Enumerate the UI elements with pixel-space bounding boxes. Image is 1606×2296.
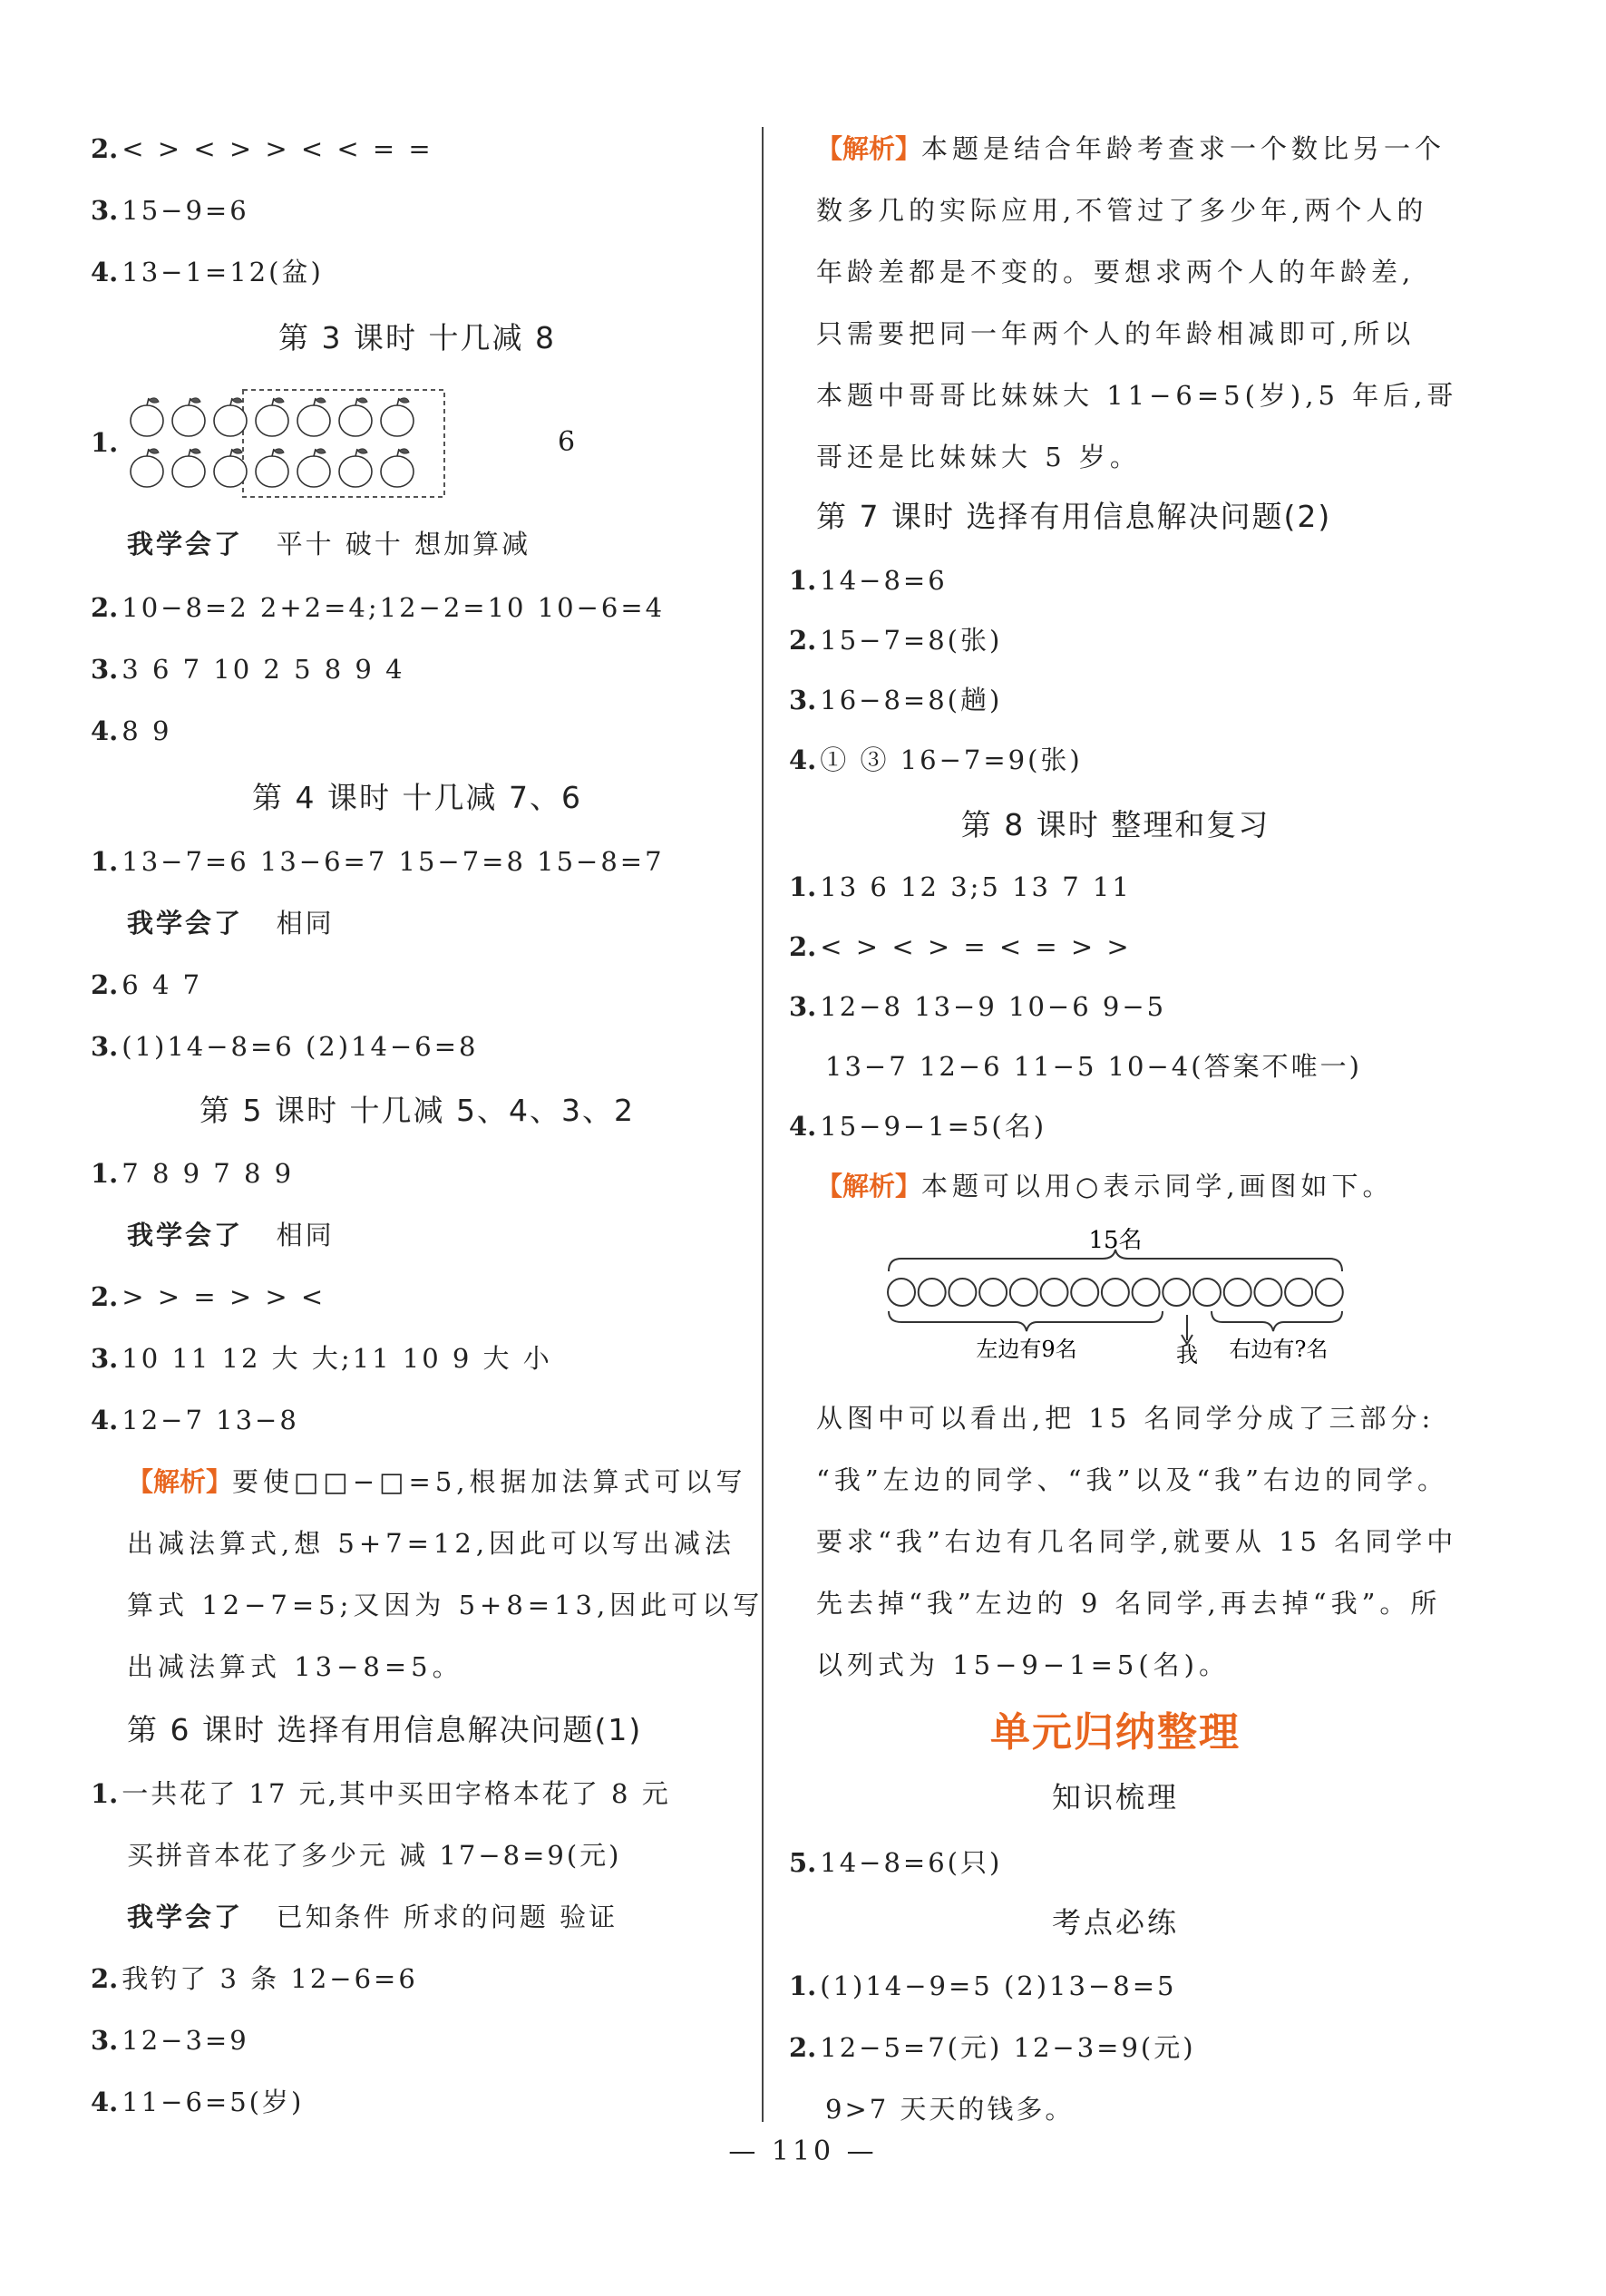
apple-icon xyxy=(297,398,330,436)
diagram-right-label: 右边有?名 xyxy=(1229,1337,1329,1362)
analysis-line-3: 年龄差都是不变的。要想求两个人的年龄差, xyxy=(816,257,1416,287)
page-number: — 110 — xyxy=(728,2135,878,2167)
lesson-7-answer-4: 4. ① ③ 16−7=9(张) xyxy=(789,744,1083,775)
lesson-3-q1-num: 1. xyxy=(91,427,119,458)
student-circle xyxy=(1254,1279,1281,1306)
apple-icon xyxy=(172,449,205,487)
lesson-7-answer-1: 1. 14−8=6 xyxy=(789,565,948,596)
lesson-4-answer-2: 2. 6 4 7 xyxy=(91,969,203,1000)
lesson-5-analysis-line-3: 算式 12−7=5;又因为 5+8=13,因此可以写 xyxy=(127,1590,764,1620)
lesson-7-answer-2: 2. 15−7=8(张) xyxy=(789,625,1003,656)
lesson-3-title: 第 3 课时 十几减 8 xyxy=(278,320,556,355)
lesson-8-analysis-line-4: 先去掉“我”左边的 9 名同学,再去掉“我”。所 xyxy=(816,1588,1442,1619)
lesson-5-title: 第 5 课时 十几减 5、4、3、2 xyxy=(200,1093,635,1128)
lesson-3-answer-4: 4. 8 9 xyxy=(91,715,172,746)
apple-icon xyxy=(131,449,163,487)
apple-icon xyxy=(339,398,372,436)
lesson-8-analysis-line-1: 从图中可以看出,把 15 名同学分成了三部分: xyxy=(816,1403,1436,1434)
lesson-7-answer-3: 3. 16−8=8(趟) xyxy=(789,685,1003,715)
lesson-3-answer-2: 2. 10−8=2 2+2=4;12−2=10 10−6=4 xyxy=(91,592,666,623)
diagram-total-label: 15名 xyxy=(1088,1227,1143,1254)
knowledge-review-heading: 知识梳理 xyxy=(1051,1780,1179,1814)
lesson-6-answer-3: 3. 12−3=9 xyxy=(91,2025,249,2056)
student-circle xyxy=(1133,1279,1160,1306)
lesson-8-answer-2: 2. < > < > = < = > > xyxy=(789,931,1132,962)
lesson-5-learned: 我学会了 相同 xyxy=(127,1220,335,1250)
lesson-6-answer-4: 4. 11−6=5(岁) xyxy=(91,2087,305,2117)
analysis-line-6: 哥还是比妹妹大 5 岁。 xyxy=(816,442,1141,472)
lesson-5-analysis-line-2: 出减法算式,想 5+7=12,因此可以写出减法 xyxy=(127,1528,736,1559)
student-circle xyxy=(1163,1279,1190,1306)
student-circle xyxy=(1102,1279,1129,1306)
lesson-8-analysis-line-2: “我”左边的同学、“我”以及“我”右边的同学。 xyxy=(816,1464,1448,1495)
student-circle xyxy=(979,1279,1007,1306)
lesson-8-analysis-intro: 【解析】本题可以用○表示同学,画图如下。 xyxy=(816,1171,1394,1202)
answer-2: 2. < > < > > < < = = xyxy=(91,133,433,164)
lesson-8-analysis-line-5: 以列式为 15−9−1=5(名)。 xyxy=(816,1649,1230,1680)
lesson-4-learned: 我学会了 相同 xyxy=(127,908,335,939)
lesson-3-learned: 我学会了 平十 破十 想加算减 xyxy=(127,529,531,559)
student-circle xyxy=(919,1279,946,1306)
apple-icon xyxy=(297,449,330,487)
apple-icon xyxy=(339,449,372,487)
right-brace xyxy=(1212,1311,1342,1331)
lesson-5-answer-3: 3. 10 11 12 大 大;11 10 9 大 小 xyxy=(91,1343,552,1374)
analysis-line-4: 只需要把同一年两个人的年龄相减即可,所以 xyxy=(816,318,1416,349)
student-circle xyxy=(1071,1279,1098,1306)
lesson-4-answer-3: 3. (1)14−8=6 (2)14−6=8 xyxy=(91,1031,479,1062)
lesson-4-answer-1: 1. 13−7=6 13−6=7 15−7=8 15−8=7 xyxy=(91,846,665,877)
analysis-line-2: 数多几的实际应用,不管过了多少年,两个人的 xyxy=(816,195,1428,226)
lesson-8-title: 第 8 课时 整理和复习 xyxy=(960,807,1270,842)
lesson-5-analysis-line-4: 出减法算式 13−8=5。 xyxy=(127,1651,463,1682)
circles-diagram xyxy=(880,1224,1351,1369)
student-circle xyxy=(1316,1279,1343,1306)
lesson-4-title: 第 4 课时 十几减 7、6 xyxy=(252,780,582,815)
apple-icons xyxy=(131,398,414,487)
lesson-8-answer-3: 3. 12−8 13−9 10−6 9−5 xyxy=(789,991,1167,1022)
apple-icon xyxy=(214,449,247,487)
diagram-left-label: 左边有9名 xyxy=(976,1337,1077,1362)
lesson-6-answer-2: 2. 我钓了 3 条 12−6=6 xyxy=(91,1963,418,1994)
student-circle xyxy=(1285,1279,1312,1306)
lesson-5-analysis-line-1: 【解析】要使□□−□=5,根据加法算式可以写 xyxy=(127,1466,747,1497)
lesson-3-answer-3: 3. 3 6 7 10 2 5 8 9 4 xyxy=(91,654,405,685)
answer-3: 3. 15−9=6 xyxy=(91,195,249,226)
unit-summary-title: 单元归纳整理 xyxy=(990,1709,1241,1756)
column-divider xyxy=(762,127,764,2122)
unit-answer-5: 5. 14−8=6(只) xyxy=(789,1847,1003,1878)
lesson-6-learned: 我学会了 已知条件 所求的问题 验证 xyxy=(127,1902,618,1932)
student-circle xyxy=(949,1279,976,1306)
student-circle xyxy=(1010,1279,1037,1306)
student-circle xyxy=(1193,1279,1221,1306)
lesson-8-answer-3-cont: 13−7 12−6 11−5 10−4(答案不唯一) xyxy=(825,1051,1362,1082)
lesson-3-q1-answer: 6 xyxy=(558,426,576,458)
apple-icon xyxy=(381,398,414,436)
answer-4: 4. 13−1=12(盆) xyxy=(91,257,324,287)
apple-icon xyxy=(381,449,414,487)
apple-icon xyxy=(256,398,288,436)
apple-icon xyxy=(172,398,205,436)
lesson-5-answer-2: 2. > > = > > < xyxy=(91,1281,326,1312)
lesson-6-answer-1: 1. 一共花了 17 元,其中买田字格本花了 8 元 xyxy=(91,1778,671,1809)
left-brace xyxy=(889,1311,1163,1331)
student-circles xyxy=(888,1279,1343,1306)
lesson-6-title: 第 6 课时 选择有用信息解决问题(1) xyxy=(127,1712,643,1747)
diagram-me-label: 我 xyxy=(1176,1342,1198,1367)
apple-icon xyxy=(214,398,247,436)
analysis-line-5: 本题中哥哥比妹妹大 11−6=5(岁),5 年后,哥 xyxy=(816,380,1458,411)
lesson-5-answer-1: 1. 7 8 9 7 8 9 xyxy=(91,1158,295,1189)
unit-practice-answer-2-cont: 9>7 天天的钱多。 xyxy=(825,2094,1075,2125)
apple-diagram xyxy=(127,388,508,499)
key-practice-heading: 考点必练 xyxy=(1051,1905,1179,1940)
analysis-line-1: 【解析】本题是结合年龄考查求一个数比另一个 xyxy=(816,133,1446,164)
lesson-5-answer-4: 4. 12−7 13−8 xyxy=(91,1405,299,1435)
lesson-8-answer-1: 1. 13 6 12 3;5 13 7 11 xyxy=(789,871,1132,902)
student-circle xyxy=(1224,1279,1251,1306)
lesson-8-analysis-line-3: 要求“我”右边有几名同学,就要从 15 名同学中 xyxy=(816,1526,1458,1557)
unit-practice-answer-1: 1. (1)14−9=5 (2)13−8=5 xyxy=(789,1970,1177,2001)
apple-icon xyxy=(131,398,163,436)
unit-practice-answer-2: 2. 12−5=7(元) 12−3=9(元) xyxy=(789,2032,1196,2063)
apple-icon xyxy=(256,449,288,487)
student-circle xyxy=(888,1279,915,1306)
lesson-7-title: 第 7 课时 选择有用信息解决问题(2) xyxy=(816,499,1332,534)
lesson-8-answer-4: 4. 15−9−1=5(名) xyxy=(789,1111,1047,1142)
lesson-6-answer-1-cont: 买拼音本花了多少元 减 17−8=9(元) xyxy=(127,1840,622,1871)
student-circle xyxy=(1041,1279,1068,1306)
